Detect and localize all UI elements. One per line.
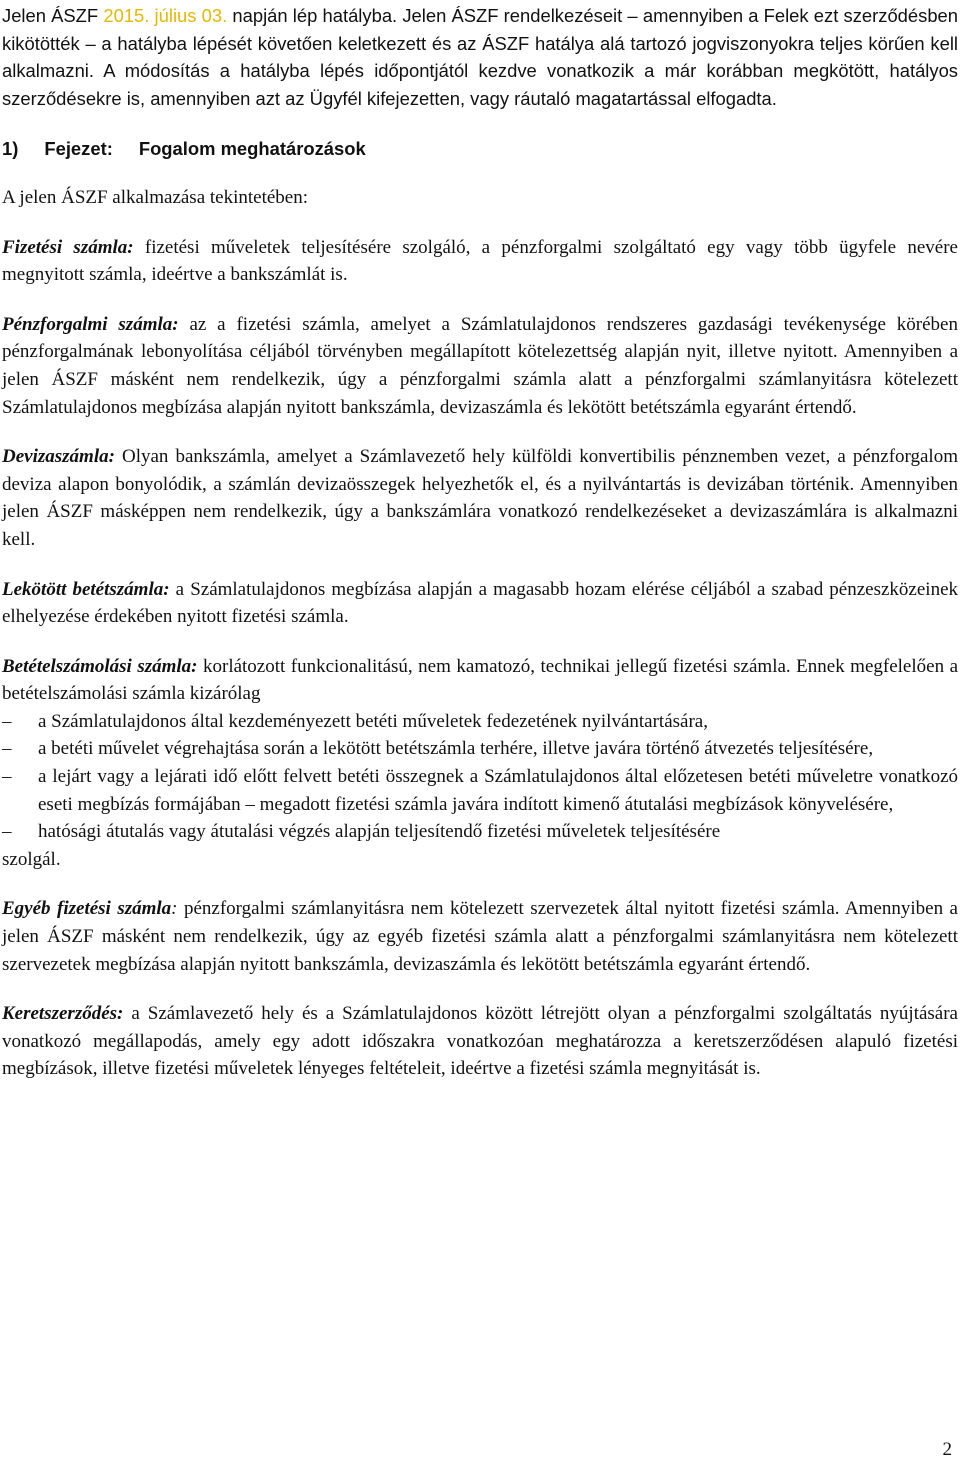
- definition-term: Lekötött betétszámla:: [2, 578, 170, 600]
- definition-paragraph: [2, 443, 958, 553]
- dash-bullet: –: [2, 710, 12, 732]
- chapter-number: 1): [2, 138, 19, 160]
- chapter-title: Fogalom meghatározások: [138, 138, 366, 160]
- definition-colon: :: [171, 898, 178, 920]
- list-item: [2, 763, 958, 818]
- definition-term: Devizaszámla:: [2, 446, 115, 468]
- definition-text: Olyan bankszámla, amelyet a Számlavezető hely külföldi konvertibilis pénznemben vezet, a pénzforgalom deviza alapon bonyolódik, a számlán devizaösszegek helyezhetők el, és a nyilvántartás is devizában történik. Amennyiben jelen ÁSZF másképpen nem rendelkezik, úgy a bankszámlára vonatkozó rendelkezéseket a devizaszámlára is alkalmazni kell.: [2, 446, 958, 550]
- definition-text: pénzforgalmi számlanyitásra nem kötelezett szervezetek által nyitott fizetési számla. Amennyiben a jelen ÁSZF másként nem rendelkezik, úgy az egyéb fizetési számla alatt a pénzforgalmi számlanyitásra nem kötelezett szervezetek megbízása alapján nyitott bankszámla, devizaszámla és lekötött betétszámla egyaránt értendő.: [2, 898, 958, 975]
- definition-term: Pénzforgalmi számla:: [2, 313, 179, 335]
- definition-paragraph: [2, 1000, 958, 1083]
- definition-paragraph: [2, 653, 958, 708]
- list-item: [2, 818, 958, 846]
- lead-sentence: A jelen ÁSZF alkalmazása tekintetében:: [2, 186, 309, 208]
- page-number: 2: [942, 1439, 952, 1460]
- chapter-word: Fejezet:: [44, 138, 113, 160]
- definition-term: Fizetési számla:: [2, 236, 134, 258]
- definition-term: Egyéb fizetési számla: [2, 898, 172, 920]
- definition-text: a Számlatulajdonos megbízása alapján a magasabb hozam elérése céljából a szabad pénzeszközeinek elhelyezése érdekében nyitott fizetési számla.: [2, 578, 958, 628]
- dash-list: [2, 708, 958, 846]
- definition-text: korlátozott funkcionalitású, nem kamatozó, technikai jellegű fizetési számla. Ennek megfelelően a betételszámolási számla kizárólag: [2, 655, 959, 705]
- list-item-text: a lejárt vagy a lejárati idő előtt felvett betéti összegnek a Számlatulajdonos által előzetesen betéti műveletre vonatkozó eseti megbízás formájában – megadott fizetési számla javára indított kimenő átutalási megbízások könyvelésére,: [38, 766, 958, 815]
- definition-term: Keretszerződés:: [2, 1003, 124, 1025]
- dash-bullet: –: [2, 821, 12, 843]
- dash-bullet: –: [2, 738, 12, 760]
- list-item-text: hatósági átutalás vagy átutalási végzés alapján teljesítendő fizetési műveletek teljesítésére: [38, 821, 721, 843]
- definition-text: a Számlavezető hely és a Számlatulajdonos között létrejött olyan a pénzforgalmi szolgáltatás nyújtására vonatkozó megállapodás, amely egy adott időszakra vonatkozóan meghatározza a keretszerződésen alapuló fizetési megbízások, illetve fizetési műveletek lényeges feltételeit, ideértve a fizetési számla megnyitását is.: [2, 1003, 958, 1080]
- intro-rest: A módosítás a hatályba lépés időpontjától kezdve vonatkozik a már korábban megkötött, hatályos szerződésekre is, amennyiben azt az Ügyfél kifejezetten, vagy ráutaló magatartással elfogadta.: [2, 60, 958, 109]
- intro-paragraph: [2, 2, 958, 112]
- chapter-heading: [2, 135, 958, 163]
- list-item-text: a Számlatulajdonos által kezdeményezett betéti műveletek fedezetének nyilvántartására,: [38, 710, 708, 732]
- definition-paragraph: [2, 895, 958, 978]
- list-item: [2, 735, 958, 763]
- list-closing: szolgál.: [2, 848, 61, 870]
- list-item-text: a betéti művelet végrehajtása során a lekötött betétszámla terhére, illetve javára történő átvezetés teljesítésére,: [38, 738, 874, 760]
- definition-paragraph: [2, 576, 958, 631]
- intro-mid: napján lép hatályba. Jelen ÁSZF rendelkezéseit – amennyiben a Felek ezt szerződésben kikötötték – a hatályba lépését követően keletkezett és az ÁSZF hatálya alá tartozó jogviszonyokra teljes körűen kell alkalmazni.: [2, 5, 959, 82]
- list-item: [2, 708, 958, 736]
- effective-date: 2015. július 03.: [103, 5, 228, 26]
- definition-term: Betételszámolási számla:: [2, 655, 198, 677]
- dash-bullet: –: [2, 766, 12, 788]
- definition-paragraph: [2, 311, 958, 421]
- definition-text: fizetési műveletek teljesítésére szolgáló, a pénzforgalmi szolgáltató egy vagy több ügyfele nevére megnyitott számla, ideértve a bankszámlát is.: [2, 236, 958, 286]
- definition-text: az a fizetési számla, amelyet a Számlatulajdonos rendszeres gazdasági tevékenysége körében pénzforgalmának lebonyolítása céljából törvényben megállapított kötelezettség alapján nyit, illetve nyitott. Amennyiben a jelen ÁSZF másként nem rendelkezik, úgy a pénzforgalmi számla alatt a pénzforgalmi számlanyitásra kötelezett Számlatulajdonos megbízása alapján nyitott bankszámla, devizaszámla és lekötött betétszámla egyaránt értendő.: [2, 313, 958, 418]
- definition-paragraph: [2, 234, 958, 289]
- intro-pre: Jelen ÁSZF: [2, 5, 104, 26]
